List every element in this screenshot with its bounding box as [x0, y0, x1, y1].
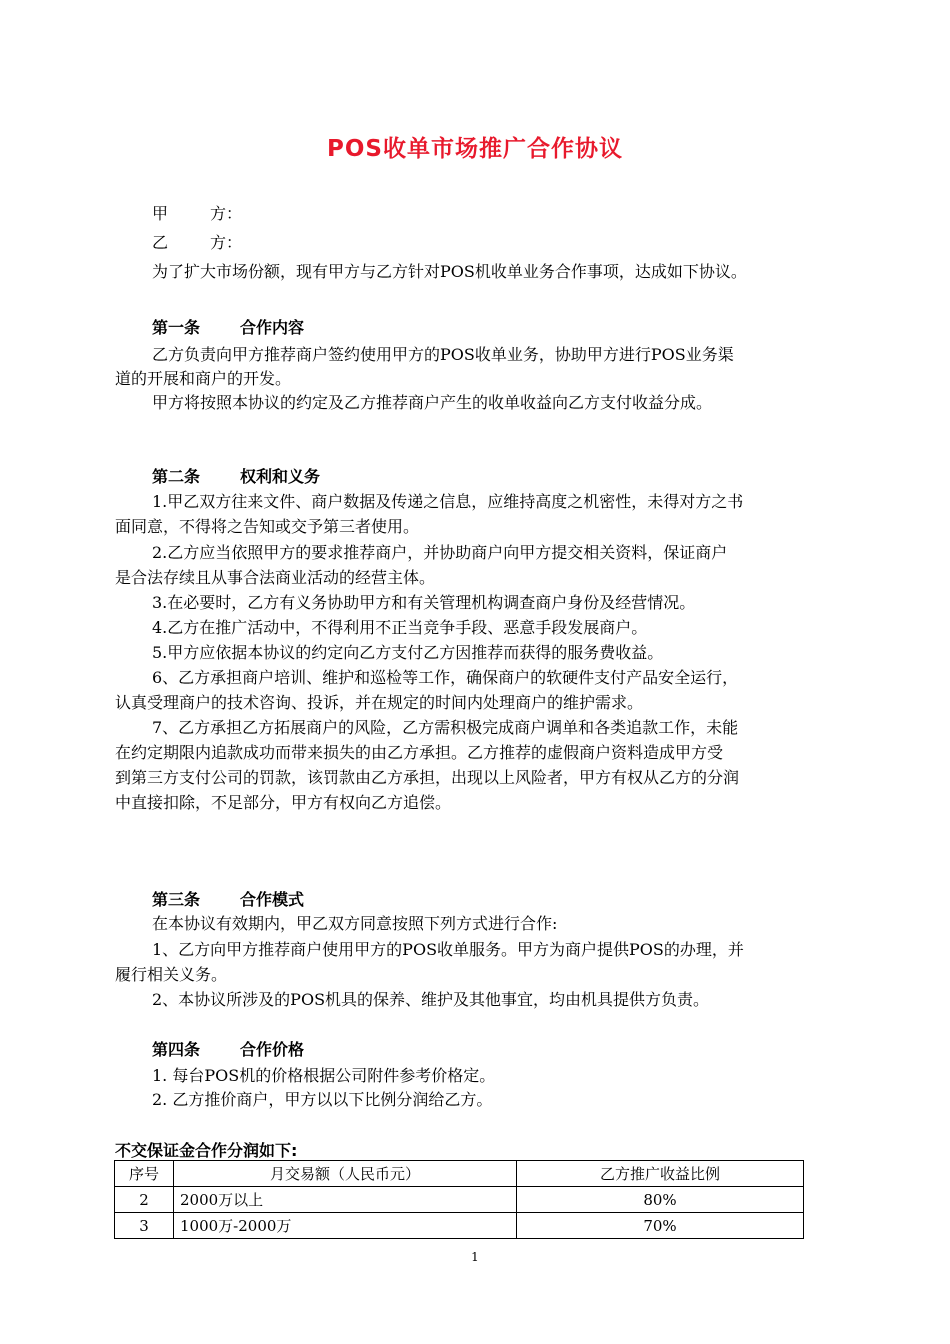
- table-header-cell: 月交易额（人民币元）: [174, 1161, 517, 1187]
- party-b-line: [152, 233, 242, 253]
- article2-line: 面同意，不得将之告知或交予第三者使用。: [115, 517, 420, 536]
- article3-number: 第三条: [152, 890, 201, 909]
- table-header-row: [115, 1161, 804, 1187]
- article2-line: 在约定期限内追款成功而带来损失的由乙方承担。乙方推荐的虚假商户资料造成甲方受: [115, 743, 724, 762]
- article4-title: 合作价格: [240, 1040, 305, 1059]
- article3-line: 在本协议有效期内，甲乙双方同意按照下列方式进行合作:: [152, 914, 558, 933]
- party-b-label: 乙: [152, 233, 169, 252]
- article1-line: 乙方负责向甲方推荐商户签约使用甲方的POS收单业务，协助甲方进行POS业务渠: [152, 345, 734, 364]
- article2-line: 是合法存续且从事合法商业活动的经营主体。: [115, 568, 436, 587]
- article4-number: 第四条: [152, 1040, 201, 1059]
- article2-number: 第二条: [152, 467, 201, 486]
- article2-line: 1.甲乙双方往来文件、商户数据及传递之信息，应维持高度之机密性，未得对方之书: [152, 492, 744, 511]
- article4-line: 1. 每台POS机的价格根据公司附件参考价格定。: [152, 1066, 496, 1085]
- article2-title: 权利和义务: [240, 467, 321, 486]
- article3-line: 1、乙方向甲方推荐商户使用甲方的POS收单服务。甲方为商户提供POS的办理，并: [152, 940, 744, 959]
- intro-paragraph: 为了扩大市场份额，现有甲方与乙方针对POS机收单业务合作事项，达成如下协议。: [152, 262, 747, 281]
- article2-line: 2.乙方应当依照甲方的要求推荐商户，并协助商户向甲方提交相关资料，保证商户: [152, 543, 728, 562]
- table-cell: 2: [115, 1187, 174, 1213]
- profit-share-table: [114, 1160, 804, 1239]
- article2-line: 认真受理商户的技术咨询、投诉，并在规定的时间内处理商户的维护需求。: [115, 693, 644, 712]
- article2-line: 7、乙方承担乙方拓展商户的风险，乙方需积极完成商户调单和各类追款工作，未能: [152, 718, 739, 737]
- article2-line: 到第三方支付公司的罚款，该罚款由乙方承担，出现以上风险者，甲方有权从乙方的分润: [115, 768, 740, 787]
- page-number: 1: [471, 1250, 479, 1264]
- table-row: [115, 1213, 804, 1239]
- article3-line: 履行相关义务。: [115, 965, 228, 984]
- article2-line: 6、乙方承担商户培训、维护和巡检等工作，确保商户的软硬件支付产品安全运行，: [152, 668, 739, 687]
- table-header-cell: 乙方推广收益比例: [517, 1161, 804, 1187]
- table-caption: 不交保证金合作分润如下:: [115, 1141, 298, 1160]
- party-a-label: 甲: [152, 204, 169, 223]
- table-cell: 3: [115, 1213, 174, 1239]
- article4-line: 2. 乙方推价商户，甲方以以下比例分润给乙方。: [152, 1090, 493, 1109]
- article1-number: 第一条: [152, 318, 201, 337]
- article1-line: 甲方将按照本协议的约定及乙方推荐商户产生的收单收益向乙方支付收益分成。: [152, 393, 713, 412]
- table-cell: 80%: [517, 1187, 804, 1213]
- article3-line: 2、本协议所涉及的POS机具的保养、维护及其他事宜，均由机具提供方负责。: [152, 990, 710, 1009]
- article3-heading: [152, 890, 304, 910]
- article2-line: 3.在必要时，乙方有义务协助甲方和有关管理机构调查商户身份及经营情况。: [152, 593, 696, 612]
- article2-line: 中直接扣除，不足部分，甲方有权向乙方追偿。: [115, 793, 452, 812]
- table-cell: 2000万以上: [174, 1187, 517, 1213]
- table-cell: 1000万-2000万: [174, 1213, 517, 1239]
- table-cell: 70%: [517, 1213, 804, 1239]
- article1-title: 合作内容: [240, 318, 305, 337]
- table-row: [115, 1187, 804, 1213]
- party-a-suffix: 方：: [210, 204, 243, 223]
- table-header-cell: 序号: [115, 1161, 174, 1187]
- article4-heading: [152, 1040, 304, 1060]
- article2-line: 5.甲方应依据本协议的约定向乙方支付乙方因推荐而获得的服务费收益。: [152, 643, 664, 662]
- article1-line: 道的开展和商户的开发。: [115, 369, 292, 388]
- article2-line: 4.乙方在推广活动中，不得利用不正当竞争手段、恶意手段发展商户。: [152, 618, 648, 637]
- article3-title: 合作模式: [240, 890, 305, 909]
- party-b-suffix: 方：: [210, 233, 243, 252]
- document-title: POS收单市场推广合作协议: [327, 136, 623, 162]
- party-a-line: [152, 204, 242, 224]
- article1-heading: [152, 318, 304, 338]
- article2-heading: [152, 467, 320, 487]
